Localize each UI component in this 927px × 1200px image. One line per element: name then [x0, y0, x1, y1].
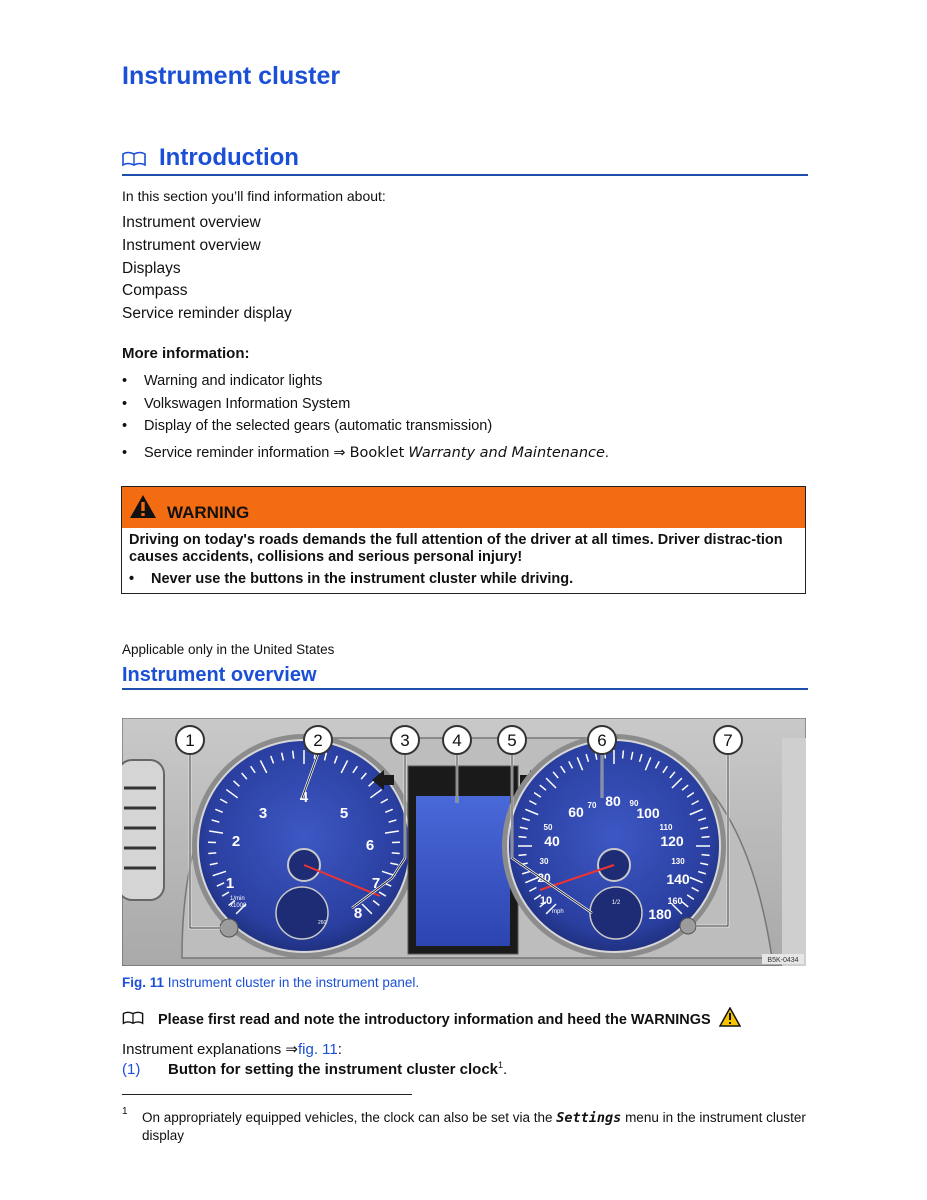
- footnote-ref[interactable]: 1: [498, 1060, 504, 1070]
- speed-mph-label: 100: [636, 805, 660, 821]
- warning-triangle-icon: [719, 1007, 741, 1027]
- temp-gauge-label: 260: [318, 920, 327, 926]
- dial-tick: [208, 853, 216, 854]
- intro-lead: In this section you’ll find information about:: [122, 188, 386, 204]
- explanations-text: Instrument explanations ⇒: [122, 1041, 298, 1058]
- instrument-cluster-figure: [122, 718, 806, 966]
- dial-tick: [518, 837, 526, 838]
- speed-mph-label: 60: [568, 804, 584, 820]
- footnote-text-after: menu in the instrument cluster display: [142, 1110, 806, 1143]
- service-info-text: Service reminder information ⇒: [144, 444, 346, 461]
- tach-number: 7: [371, 875, 381, 892]
- booklet-title: Warranty and Maintenance: [408, 444, 605, 461]
- topic-link[interactable]: Displays: [122, 259, 181, 277]
- callout-4: [443, 726, 471, 754]
- tach-number: 3: [258, 805, 268, 822]
- tach-number: 8: [353, 905, 363, 922]
- speed-mph-label: 160: [667, 896, 683, 906]
- warning-bullet-text: Never use the buttons in the instrument cluster while driving.: [151, 571, 574, 587]
- air-vent: [122, 760, 164, 900]
- period: .: [503, 1061, 508, 1078]
- colon: :: [337, 1041, 342, 1058]
- speed-kmh-label: 130: [671, 857, 685, 866]
- overview-heading: [122, 662, 808, 690]
- explanation-item-1: [122, 1060, 507, 1078]
- dial-tick: [623, 750, 624, 758]
- speed-mph-label: 140: [666, 871, 690, 887]
- speed-kmh-label: 70: [587, 801, 597, 810]
- warning-bullet: • Never use the buttons in the instrument cluster while driving.: [129, 571, 574, 587]
- warning-box: [121, 486, 806, 594]
- introduction-heading: [122, 142, 808, 176]
- callout-2: [304, 726, 332, 754]
- speed-mph-label: 40: [544, 833, 560, 849]
- more-info-item[interactable]: • Display of the selected gears (automatic transmission): [122, 416, 802, 439]
- figure-reference-link[interactable]: fig. 11: [298, 1041, 338, 1058]
- page-title: Instrument cluster: [122, 62, 341, 90]
- topic-link[interactable]: Service reminder display: [122, 305, 292, 323]
- instrument-explanations: [122, 1040, 342, 1058]
- book-icon: [122, 1011, 144, 1025]
- tachometer: [192, 734, 416, 958]
- booklet-label: Booklet: [349, 444, 405, 461]
- tach-unit: x1000: [230, 903, 247, 909]
- tach-number: 4: [299, 789, 309, 806]
- speed-mph-label: 80: [605, 793, 621, 809]
- topic-link[interactable]: Compass: [122, 282, 188, 300]
- dial-tick: [518, 855, 526, 856]
- overview-title: Instrument overview: [122, 664, 317, 686]
- tach-unit: 1/min: [230, 896, 245, 902]
- footnote-mark: 1: [122, 1106, 128, 1117]
- svg-text:6: 6: [597, 731, 607, 750]
- callout-5: [498, 726, 526, 754]
- topic-link[interactable]: Instrument overview: [122, 236, 261, 254]
- period: .: [604, 444, 609, 461]
- callout-6: [588, 726, 616, 754]
- speed-kmh-label: 50: [543, 823, 553, 832]
- footnote-text: [142, 1109, 812, 1144]
- svg-text:3: 3: [400, 731, 410, 750]
- book-icon: [122, 151, 146, 167]
- speedometer: [502, 734, 726, 958]
- warning-triangle-icon: [129, 494, 157, 519]
- callout-3: [391, 726, 419, 754]
- figure-caption: [122, 975, 419, 990]
- svg-text:7: 7: [723, 731, 733, 750]
- introduction-title: Introduction: [159, 144, 299, 171]
- topic-list: [122, 212, 292, 326]
- speed-kmh-label: 30: [539, 857, 549, 866]
- item-label: Button for setting the instrument cluster clock: [168, 1061, 499, 1078]
- warning-label: WARNING: [167, 503, 250, 522]
- topic-link[interactable]: Instrument overview: [122, 214, 261, 231]
- footnote-text-before: On appropriately equipped vehicles, the clock can also be set via the: [142, 1110, 553, 1125]
- footnote-rule: [122, 1094, 412, 1095]
- tach-number: 2: [231, 833, 241, 850]
- tach-number: 5: [339, 805, 349, 822]
- figure-caption-text: Instrument cluster in the instrument panel.: [167, 975, 420, 990]
- figure-code: B5K-0434: [767, 957, 799, 964]
- item-number: (1): [122, 1061, 141, 1078]
- warning-bar: [122, 487, 805, 528]
- callout-7: [714, 726, 742, 754]
- speed-mph-label: 120: [660, 833, 684, 849]
- applicability-note: Applicable only in the United States: [122, 642, 335, 657]
- settings-menu-name: Settings: [556, 1110, 622, 1126]
- trip-reset-button[interactable]: [680, 918, 696, 934]
- speed-mph-label: 20: [537, 871, 551, 885]
- clock-button[interactable]: [220, 919, 238, 937]
- figure-label: Fig. 11: [122, 975, 165, 990]
- dial-tick: [702, 855, 710, 856]
- warning-body: Driving on today's roads demands the full attention of the driver at all times. Driver distrac-tion causes accidents, collisions and serious personal injury!: [129, 532, 783, 565]
- tach-number: 1: [225, 875, 235, 892]
- more-info-item[interactable]: • Warning and indicator lights: [122, 371, 802, 394]
- speed-mph-label: 180: [648, 906, 672, 922]
- dial-tick: [293, 751, 294, 759]
- more-info-item[interactable]: • Volkswagen Information System: [122, 394, 802, 417]
- speed-mph-label: 10: [539, 895, 553, 907]
- svg-text:5: 5: [507, 731, 517, 750]
- dial-tick: [392, 853, 400, 854]
- more-info-heading: More information:: [122, 345, 250, 362]
- speed-kmh-label: 90: [629, 799, 639, 808]
- more-info-list: [122, 371, 802, 467]
- fuel-gauge-label: 1/2: [611, 900, 621, 906]
- more-info-item[interactable]: [122, 439, 802, 467]
- svg-text:2: 2: [313, 731, 323, 750]
- dial-tick: [702, 837, 710, 838]
- read-first-note: [122, 1007, 741, 1028]
- callout-1: [176, 726, 204, 754]
- tach-number: 6: [365, 837, 375, 854]
- speed-unit: mph: [552, 909, 564, 915]
- speed-kmh-label: 110: [659, 823, 673, 832]
- svg-text:1: 1: [185, 731, 195, 750]
- svg-text:4: 4: [452, 731, 462, 750]
- read-first-text: Please first read and note the introductory information and heed the WARNINGS: [158, 1012, 711, 1028]
